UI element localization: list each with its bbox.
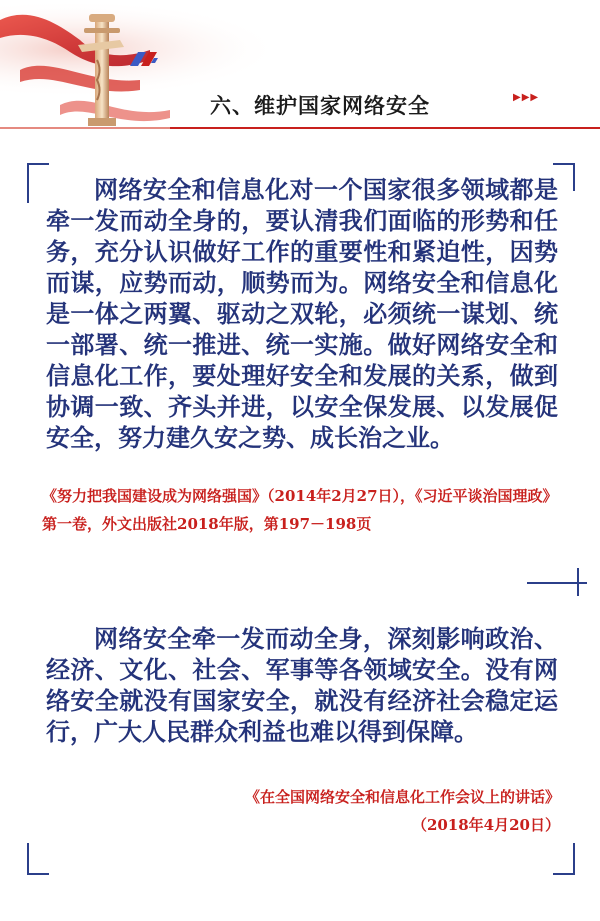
quote-text: 网络安全和信息化对一个国家很多领域都是牵一发而动全身的，要认清我们面临的形势和任务，充分认识做好工作的重要性和紧迫性，因势而谋，应势而动，顺势而为。网络安全和信息化是一体之两翼、驱动之双轮，必须统一谋划、统一部署、统一推进、统一实施。做好网络安全和信息化工作，要处理好安全和发展的关系，做到协调一致、齐头并进，以安全保发展、以发展促安全，努力建久安之势、成长治之业。 xyxy=(46,175,558,452)
triple-arrow-icon: ▶▶▶ xyxy=(513,92,540,103)
quote-source-date: （2018年4月20日） xyxy=(411,816,560,834)
page-header xyxy=(0,0,600,140)
frame-corner-bottom-right xyxy=(553,843,575,875)
quote-text: 网络安全牵一发而动全身，深刻影响政治、经济、文化、社会、军事等各领域安全。没有网络安全就没有国家安全，就没有经济社会稳定运行，广大人民群众利益也难以得到保障。 xyxy=(46,624,558,746)
quote-source: 《努力把我国建设成为网络强国》（2014年2月27日），《习近平谈治国理政》第一卷，外文出版社2018年版，第197－198页 xyxy=(42,487,558,533)
section-title: 六、维护国家网络安全 xyxy=(210,94,430,118)
quote-source-title: 《在全国网络安全和信息化工作会议上的讲话》 xyxy=(244,788,560,806)
frame-corner-bottom-left xyxy=(27,843,49,875)
cross-divider-vertical xyxy=(577,568,579,596)
